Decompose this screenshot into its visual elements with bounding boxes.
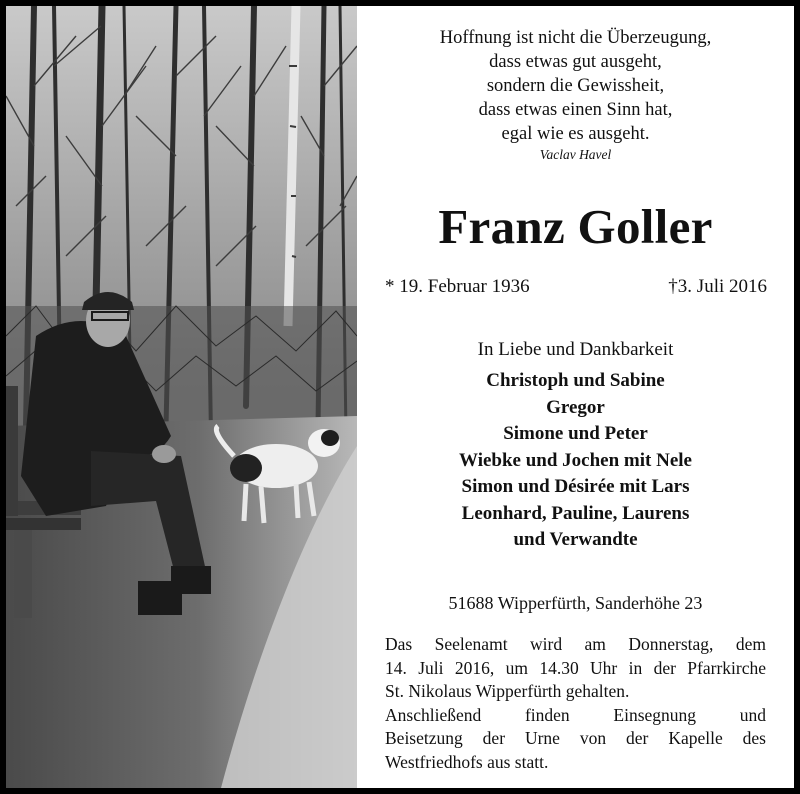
mourner-entry: Wiebke und Jochen mit Nele xyxy=(459,449,692,471)
deceased-name: Franz Goller xyxy=(438,199,713,254)
mourner-entry: Gregor xyxy=(546,396,605,418)
life-dates xyxy=(385,276,767,298)
obituary-text-panel xyxy=(357,6,794,788)
quote-author: Vaclav Havel xyxy=(539,147,612,162)
notice-line: St. Nikolaus Wipperfürth gehalten. xyxy=(385,681,630,702)
birth-date: * 19. Februar 1936 xyxy=(385,276,530,297)
family-address: 51688 Wipperfürth, Sanderhöhe 23 xyxy=(448,593,703,613)
memorial-photo xyxy=(6,6,357,788)
photo-man-on-bench-with-dog xyxy=(6,6,357,788)
quote-line: Hoffnung ist nicht die Überzeugung, xyxy=(439,28,712,48)
notice-line: Das Seelenamt wird am Donnerstag, dem xyxy=(385,634,766,654)
mourners-list xyxy=(357,368,794,554)
quote-line: sondern die Gewissheit, xyxy=(486,76,665,96)
notice-line: Anschließend finden Einsegnung und xyxy=(385,704,766,725)
quote-line: dass etwas einen Sinn hat, xyxy=(478,100,673,120)
notice-line: 14. Juli 2016, um 14.30 Uhr in der Pfarrkirche xyxy=(385,657,766,678)
mourner-entry: Christoph und Sabine xyxy=(486,370,665,391)
notice-line: Westfriedhofs aus statt. xyxy=(385,751,549,772)
notice-line: Beisetzung der Urne von der Kapelle des xyxy=(385,728,766,749)
quote xyxy=(357,26,794,146)
mourner-entry: Leonhard, Pauline, Laurens xyxy=(461,502,690,524)
quote-line: egal wie es ausgeht. xyxy=(501,124,650,144)
quote-line: dass etwas gut ausgeht, xyxy=(489,52,662,72)
service-notice xyxy=(385,633,766,775)
thanks-line: In Liebe und Dankbarkeit xyxy=(477,339,674,360)
mourner-entry: Simone und Peter xyxy=(503,423,648,444)
mourner-entry: Simon und Désirée mit Lars xyxy=(461,476,690,497)
death-date: †3. Juli 2016 xyxy=(668,276,767,297)
mourner-entry: und Verwandte xyxy=(513,529,638,550)
